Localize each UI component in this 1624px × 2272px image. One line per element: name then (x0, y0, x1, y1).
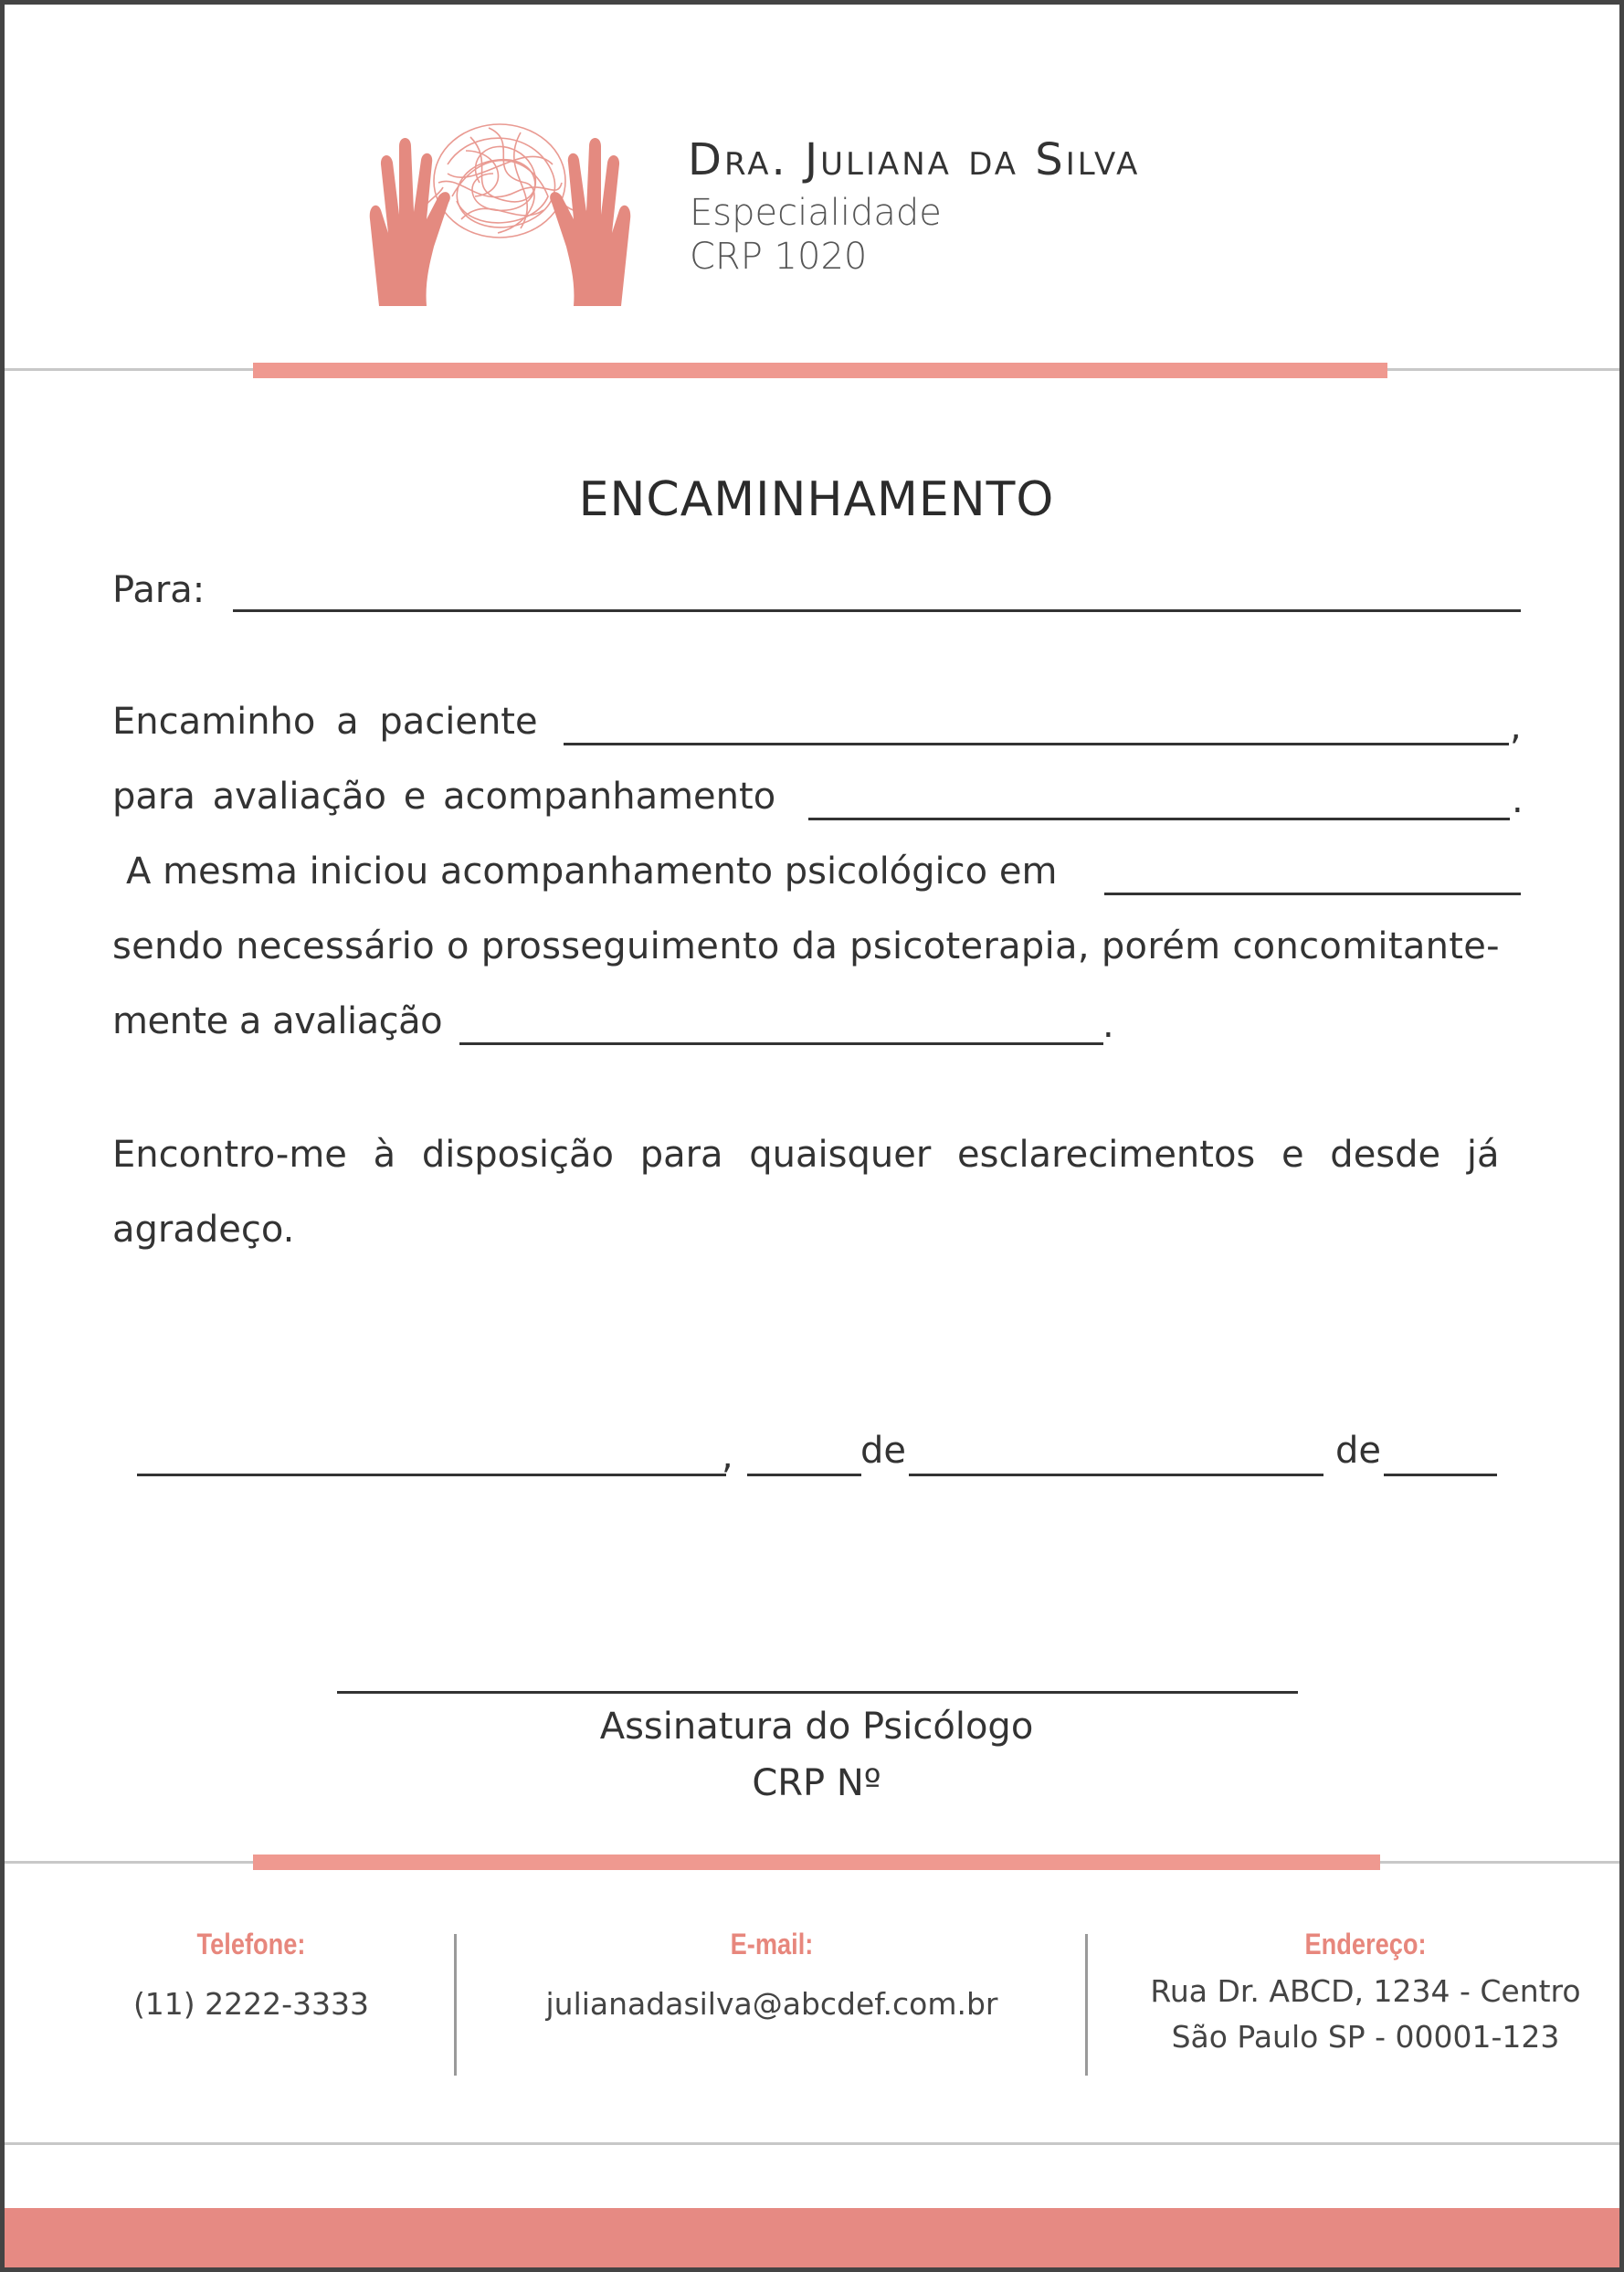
line5-text: mente a avaliação (112, 1000, 443, 1042)
city-blank-line (137, 1474, 726, 1476)
line3-text: A mesma iniciou acompanhamento psicológico em (126, 851, 1058, 893)
specialty: Especialidade (690, 192, 942, 234)
address-line-2: São Paulo SP - 00001-123 (1171, 2019, 1560, 2055)
phone-label: Telefone: (196, 1928, 306, 1960)
footer-accent-bar (253, 1855, 1380, 1870)
date-de-1: de (860, 1430, 906, 1472)
day-blank-line (747, 1474, 861, 1476)
footer-email (480, 1928, 1064, 2027)
footer-address (1137, 1928, 1594, 2060)
left-hand-shape (370, 138, 450, 306)
signature-crp: CRP Nº (752, 1762, 881, 1804)
paragraph-line-1 (112, 701, 551, 743)
email-label: E-mail: (730, 1928, 814, 1960)
closing-line-2: agradeço. (112, 1209, 295, 1251)
address-line-1: Rua Dr. ABCD, 1234 - Centro (1150, 1973, 1581, 2009)
footer-separator-2 (1085, 1934, 1088, 2076)
email-value[interactable]: julianadasilva@abcdef.com.br (545, 1986, 998, 2022)
doctor-name: Dra. Juliana da Silva (688, 134, 1141, 185)
signature-line (337, 1691, 1298, 1694)
line2-text: para avaliação e acompanhamento (112, 776, 776, 818)
date-de-2: de (1335, 1430, 1381, 1472)
para-blank-line (233, 609, 1521, 612)
bottom-color-band (5, 2208, 1624, 2272)
patient-blank-line (564, 743, 1509, 745)
signature-label: Assinatura do Psicólogo (599, 1706, 1034, 1748)
address-label: Endereço: (1304, 1928, 1427, 1960)
date-comma: , (722, 1435, 733, 1477)
month-blank-line (909, 1474, 1323, 1476)
hands-holding-tangled-thread-icon (361, 110, 639, 306)
header-crp: CRP 1020 (690, 236, 868, 278)
document-title: ENCAMINHAMENTO (578, 472, 1055, 527)
evaluation-blank-line (808, 818, 1510, 820)
para-label: Para: (112, 569, 206, 611)
line1-text: Encaminho a paciente (112, 701, 538, 743)
footer-divider-bottom (5, 2142, 1624, 2145)
evaluation-type-blank-line (459, 1042, 1103, 1045)
line2-period: . (1512, 779, 1524, 821)
footer-phone (78, 1928, 425, 2027)
phone-value: (11) 2222-3333 (132, 1986, 370, 2022)
year-blank-line (1384, 1474, 1497, 1476)
line4-text: sendo necessário o prosseguimento da psicoterapia, porém concomitante- (112, 925, 1500, 967)
closing-line-1: Encontro-me à disposição para quaisquer esclarecimentos e desde já (112, 1134, 1500, 1176)
header-accent-bar (253, 363, 1387, 378)
line1-comma: , (1510, 706, 1522, 748)
line5-period: . (1102, 1004, 1114, 1046)
footer-separator-1 (454, 1934, 457, 2076)
start-date-blank-line (1104, 893, 1521, 895)
